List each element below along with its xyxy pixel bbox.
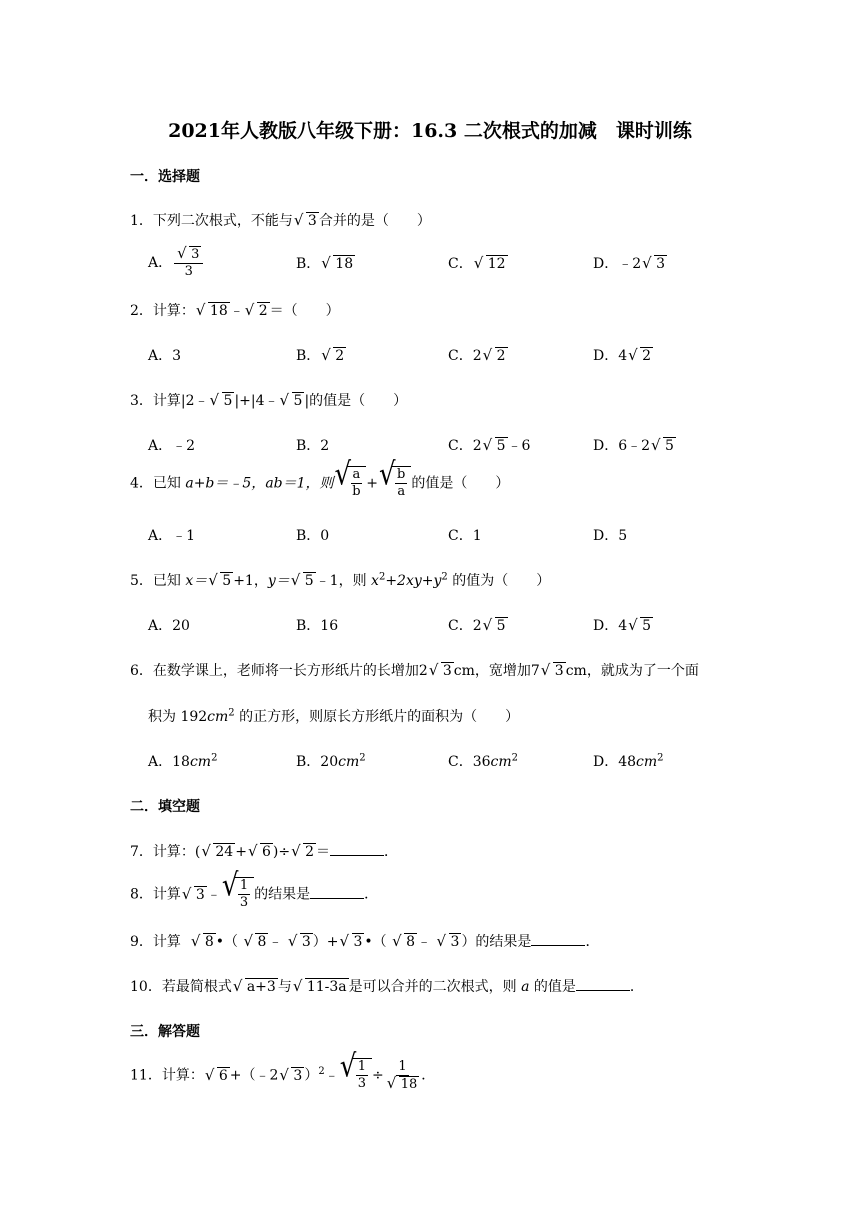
- section-heading-solve: 三．解答题: [130, 1024, 200, 1040]
- q1-option-b: B．√ 18: [296, 253, 355, 273]
- q5-option-d: D．4√ 5: [593, 615, 653, 635]
- question-9: 9．计算 √ 8 •（ √ 8 ﹣ √ 3 ）+√ 3 •（ √ 8 ﹣ √ 3 ）的结果是 ．: [130, 931, 599, 951]
- question-8: 8．计算√ 3 ﹣ √ $\frac{1}{3}$ 的结果是 ．: [130, 877, 378, 911]
- page-title: 2021年人教版八年级下册：16.3 二次根式的加减 课时训练: [168, 120, 692, 142]
- q4-option-c: C．1: [448, 528, 482, 544]
- q3-option-b: B．2: [296, 438, 330, 454]
- q3-option-a: A．﹣2: [148, 438, 196, 454]
- q1-option-d: D．﹣2√ 3: [593, 253, 667, 273]
- q5-option-c: C．2√ 5: [448, 615, 508, 635]
- q2-option-c: C．2√ 2: [448, 345, 508, 365]
- answer-blank: [330, 843, 384, 856]
- question-5: 5．已知 x＝√ 5 +1，y＝√ 5 ﹣1，则 $x^2+2xy+y^2$ 的值为（ ）: [130, 570, 550, 590]
- q6-option-c: C．$36cm^2$: [448, 752, 519, 770]
- q3-option-c: C．2√ 5 ﹣6: [448, 435, 530, 455]
- question-2: 2．计算：√ 18 ﹣√ 2 ＝（ ）: [130, 300, 340, 320]
- question-6-line-1: 6．在数学课上，老师将一长方形纸片的长增加2√ 3 cm，宽增加7√ 3 cm，就成为了一个面: [130, 660, 699, 680]
- q1-suffix: 合并的是（ ）: [318, 213, 431, 229]
- q4-option-a: A．﹣1: [148, 528, 196, 544]
- q2-option-d: D．4√ 2: [593, 345, 653, 365]
- question-4: 4．已知 a+b＝﹣5，ab＝1，则 √ $\frac{a}{b}$ + √ $\frac{b}{a}$ 的值是（ ）: [130, 466, 509, 500]
- question-11: 11．计算：√ 6 +（﹣2√ 3 ）$^2$﹣ √ $\frac{1}{3}$ ÷ 1 √ 18 ．: [130, 1058, 435, 1093]
- q1-option-c: C．√ 12: [448, 253, 508, 273]
- q5-option-a: A．20: [148, 618, 190, 634]
- section-heading-choice: 一．选择题: [130, 169, 200, 185]
- q2-option-b: B．√ 2: [296, 345, 346, 365]
- question-6-line-2: 积为 $192cm^2$ 的正方形，则原长方形纸片的面积为（ ）: [148, 707, 520, 725]
- q1-text: 1．下列二次根式，不能与: [130, 213, 293, 229]
- q1-option-a: A． √ $\frac{3}{3}$: [148, 246, 205, 280]
- q2-option-a: A．3: [148, 348, 182, 364]
- sqrt: √ 3: [294, 212, 319, 229]
- q3-option-d: D．6﹣2√ 5: [593, 435, 676, 455]
- question-7: 7．计算：(√ 24 +√ 6 )÷√ 2 ＝ ．: [130, 841, 398, 861]
- question-1: [130, 210, 431, 230]
- question-3: 3．计算|2﹣√ 5 |+|4﹣√ 5 |的值是（ ）: [130, 390, 407, 410]
- section-heading-fill: 二．填空题: [130, 799, 200, 815]
- q5-option-b: B．16: [296, 618, 339, 634]
- answer-blank: [531, 933, 585, 946]
- q6-option-d: D．$48cm^2$: [593, 752, 664, 770]
- q4-option-d: D．5: [593, 528, 628, 544]
- answer-blank: [576, 978, 630, 991]
- q4-option-b: B．0: [296, 528, 330, 544]
- q6-option-a: A．$18cm^2$: [148, 752, 218, 770]
- q6-option-b: B．$20cm^2$: [296, 752, 366, 770]
- question-10: 10．若最简根式√ a+3 与√ 11-3a 是可以合并的二次根式，则 a 的值是 ．: [130, 976, 644, 996]
- answer-blank: [310, 886, 364, 899]
